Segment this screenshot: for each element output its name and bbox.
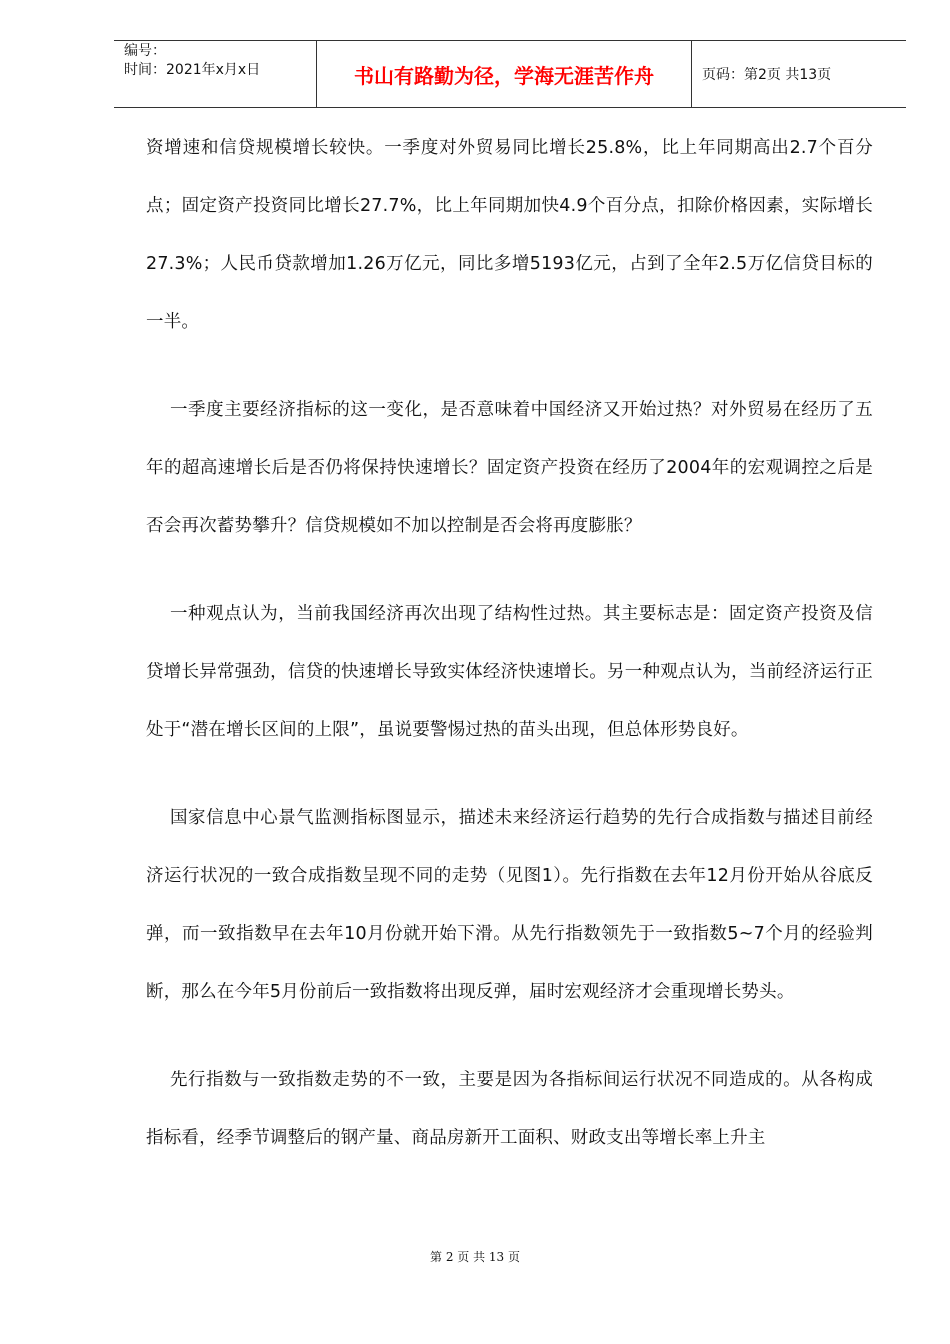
header-page-info: 页码：第2页 共13页 xyxy=(702,67,832,83)
body-paragraph-5: 先行指数与一致指数走势的不一致，主要是因为各指标间运行状况不同造成的。从各构成指标看，经季节调整后的钢产量、商品房新开工面积、财政支出等增长率上升主 xyxy=(146,1070,873,1148)
body-paragraph-1: 资增速和信贷规模增长较快。一季度对外贸易同比增长25.8%，比上年同期高出2.7个百分点；固定资产投资同比增长27.7%，比上年同期加快4.9个百分点，扣除价格因素，实际增长27.3%；人民币贷款增加1.26万亿元，同比多增5193亿元，占到了全年2.5万亿信贷目标的一半。 xyxy=(146,138,873,332)
document-time-label: 时间：2021年x月x日 xyxy=(124,62,261,78)
header-motto: 书山有路勤为径，学海无涯苦作舟 xyxy=(316,41,692,107)
page-header xyxy=(114,40,906,108)
body-paragraph-4: 国家信息中心景气监测指标图显示，描述未来经济运行趋势的先行合成指数与描述目前经济运行状况的一致合成指数呈现不同的走势（见图1）。先行指数在去年12月份开始从谷底反弹，而一致指数早在去年10月份就开始下滑。从先行指数领先于一致指数5~7个月的经验判断，那么在今年5月份前后一致指数将出现反弹，届时宏观经济才会重现增长势头。 xyxy=(146,808,873,1002)
document-number-label: 编号： xyxy=(124,43,166,59)
body-paragraph-2: 一季度主要经济指标的这一变化，是否意味着中国经济又开始过热？对外贸易在经历了五年的超高速增长后是否仍将保持快速增长？固定资产投资在经历了2004年的宏观调控之后是否会再次蓄势攀升？信贷规模如不加以控制是否会将再度膨胀？ xyxy=(146,400,873,536)
body-paragraph-3: 一种观点认为，当前我国经济再次出现了结构性过热。其主要标志是：固定资产投资及信贷增长异常强劲，信贷的快速增长导致实体经济快速增长。另一种观点认为，当前经济运行正处于“潜在增长区间的上限”，虽说要警惕过热的苗头出现，但总体形势良好。 xyxy=(146,604,873,740)
header-meta xyxy=(114,41,316,107)
document-body xyxy=(146,119,873,1197)
page-footer: 第 2 页 共 13 页 xyxy=(430,1250,520,1264)
